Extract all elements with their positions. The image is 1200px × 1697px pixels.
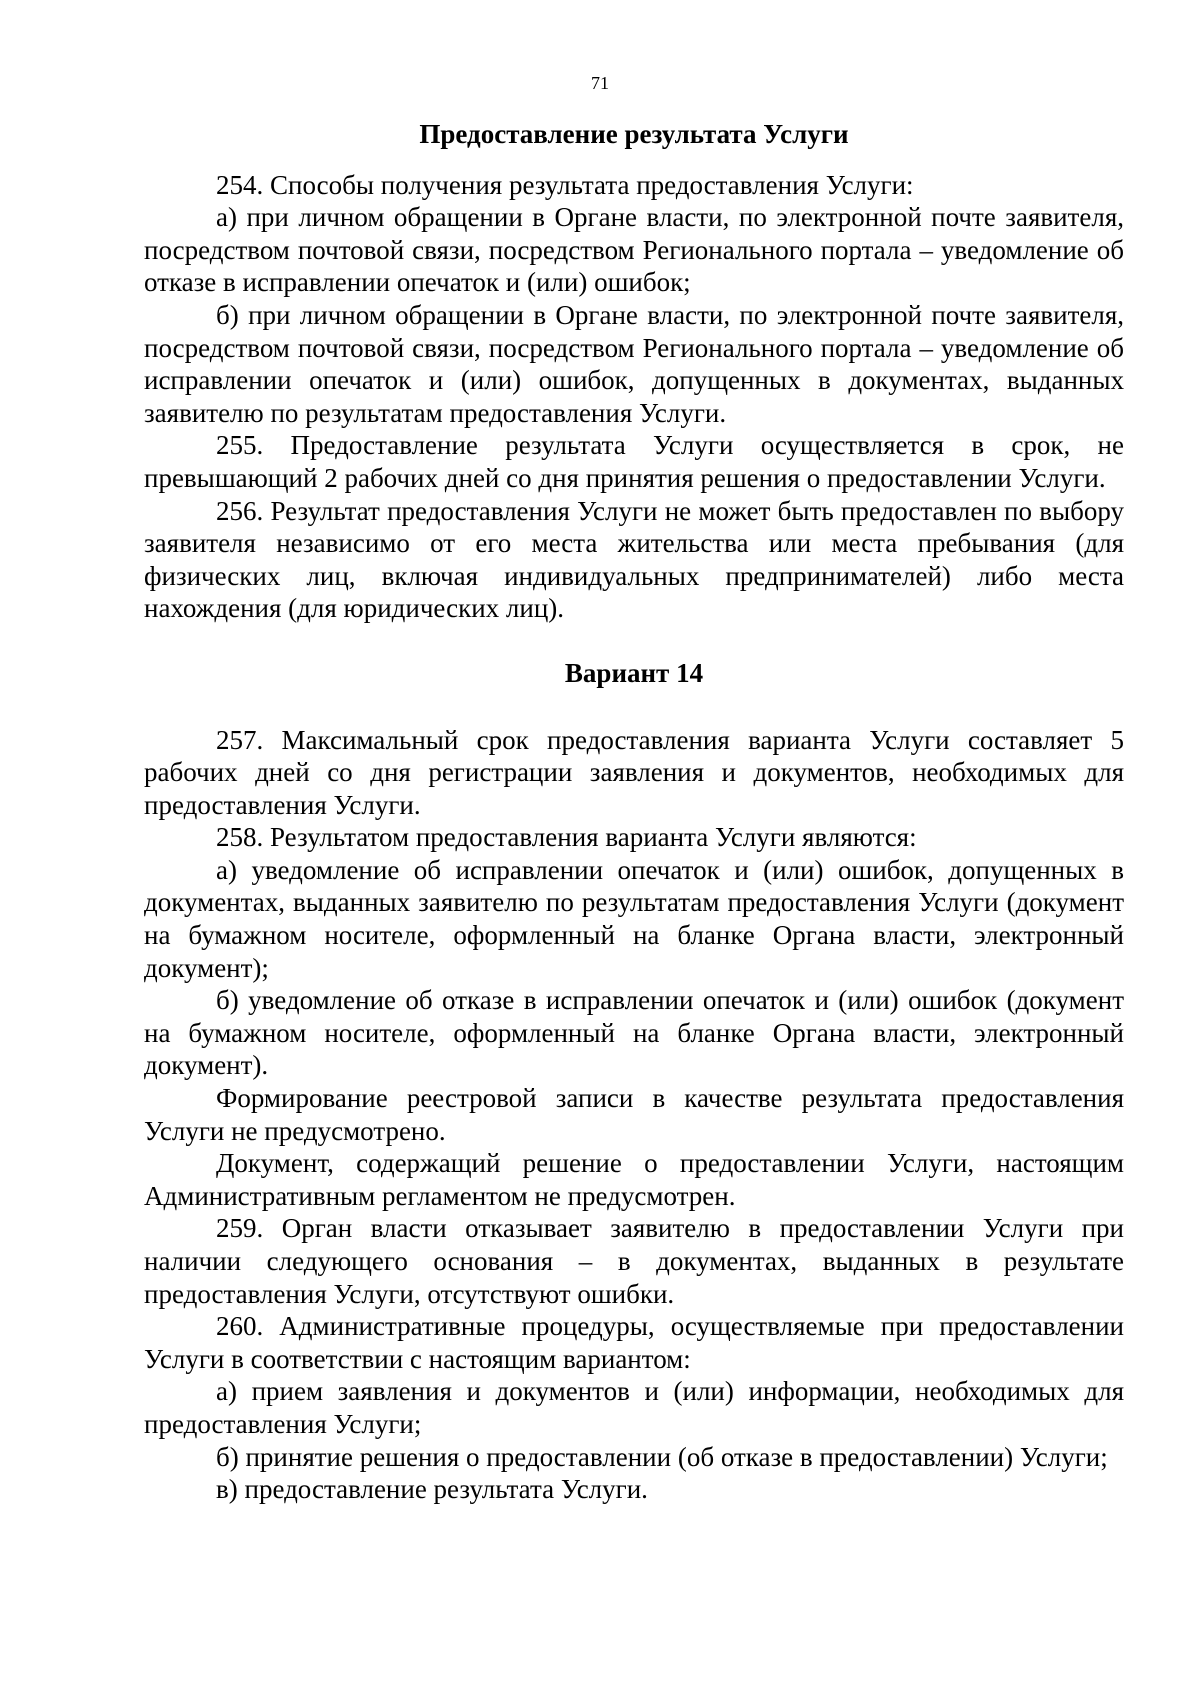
paragraph-260-a: а) прием заявления и документов и (или) информации, необходимых для предоставления Услуги; bbox=[144, 1376, 1124, 1439]
paragraph-260: 260. Административные процедуры, осуществляемые при предоставлении Услуги в соответствии с настоящим вариантом: bbox=[144, 1311, 1124, 1374]
paragraph-258-b: б) уведомление об отказе в исправлении опечаток и (или) ошибок (документ на бумажном носителе, оформленный на бланке Органа власти, электронный документ). bbox=[144, 985, 1124, 1081]
paragraph-256: 256. Результат предоставления Услуги не может быть предоставлен по выбору заявителя независимо от его места жительства или места пребывания (для физических лиц, включая индивидуальных предпринимателей) либо места нахождения (для юридических лиц). bbox=[144, 495, 1124, 624]
paragraph-254-b: б) при личном обращении в Органе власти, по электронной почте заявителя, посредством почтовой связи, посредством Регионального портала – уведомление об исправлении опечаток и (или) ошибок, допущенных в документах, выданных заявителю по результатам предоставления Услуги. bbox=[144, 299, 1124, 428]
paragraph-260-c: в) предоставление результата Услуги. bbox=[216, 1474, 648, 1505]
paragraph-259: 259. Орган власти отказывает заявителю в предоставлении Услуги при наличии следующего основания – в документах, выданных в результате предоставления Услуги, отсутствуют ошибки. bbox=[144, 1213, 1124, 1309]
paragraph-decision-document: Документ, содержащий решение о предоставлении Услуги, настоящим Административным регламентом не предусмотрен. bbox=[144, 1148, 1124, 1211]
paragraph-254-a: а) при личном обращении в Органе власти, по электронной почте заявителя, посредством почтовой связи, посредством Регионального портала – уведомление об отказе в исправлении опечаток и (или) ошибок; bbox=[144, 202, 1124, 298]
section-heading-variant-14: Вариант 14 bbox=[564, 657, 704, 688]
page-number: 71 bbox=[591, 73, 609, 93]
paragraph-258: 258. Результатом предоставления варианта Услуги являются: bbox=[216, 822, 917, 853]
paragraph-260-b: б) принятие решения о предоставлении (об отказе в предоставлении) Услуги; bbox=[216, 1441, 1108, 1472]
document-body bbox=[144, 118, 1124, 1506]
paragraph-257: 257. Максимальный срок предоставления варианта Услуги составляет 5 рабочих дней со дня регистрации заявления и документов, необходимых для предоставления Услуги. bbox=[144, 724, 1124, 820]
paragraph-258-a: а) уведомление об исправлении опечаток и (или) ошибок, допущенных в документах, выданных заявителю по результатам предоставления Услуги (документ на бумажном носителе, оформленный на бланке Органа власти, электронный документ); bbox=[144, 854, 1124, 983]
section-heading-result: Предоставление результата Услуги bbox=[419, 119, 849, 149]
paragraph-254: 254. Способы получения результата предоставления Услуги: bbox=[216, 169, 914, 200]
paragraph-255: 255. Предоставление результата Услуги осуществляется в срок, не превышающий 2 рабочих дней со дня принятия решения о предоставлении Услуги. bbox=[144, 430, 1124, 493]
paragraph-registry-record: Формирование реестровой записи в качестве результата предоставления Услуги не предусмотрено. bbox=[144, 1083, 1124, 1146]
